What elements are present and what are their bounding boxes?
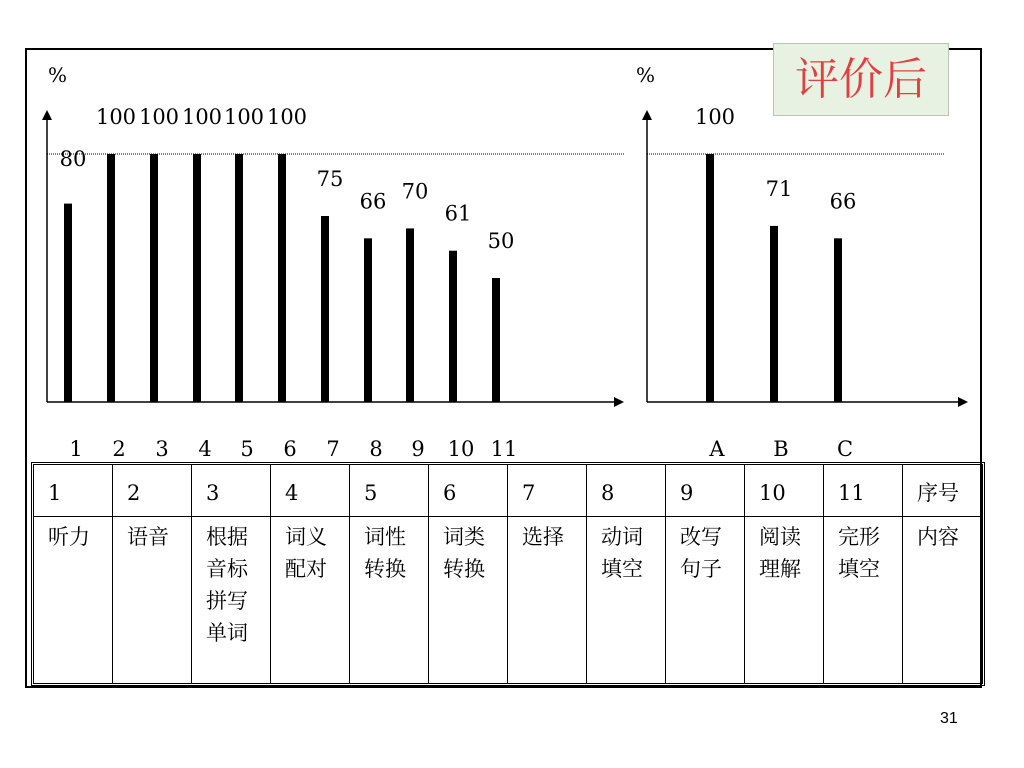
chart-1-value-label-10: 61 <box>444 201 472 226</box>
content-text-8: 动词 填空 <box>601 525 643 581</box>
chart-2-y-axis-arrow <box>642 110 652 120</box>
content-cell-4 <box>271 517 350 683</box>
chart-1-bar-6 <box>278 154 286 402</box>
content-text-11: 完形 填空 <box>838 525 880 581</box>
chart-1-bar-9 <box>406 228 414 402</box>
chart-2-bar-C <box>834 238 842 402</box>
chart-2-category-label-C: C <box>836 437 854 461</box>
chart-1-bar-3 <box>150 154 158 402</box>
chart-1-category-label-9: 9 <box>411 437 425 461</box>
chart-2-value-label-C: 66 <box>829 189 857 214</box>
content-cell-5 <box>350 517 429 683</box>
chart-1-category-label-2: 2 <box>112 437 126 461</box>
chart-1-value-label-11: 50 <box>487 229 515 253</box>
content-cell-8 <box>587 517 666 683</box>
chart-1-y-label: % <box>48 63 68 87</box>
content-cell-label <box>903 517 982 683</box>
content-cell-3 <box>192 517 271 683</box>
content-text-2: 语音 <box>127 525 169 549</box>
content-text-6: 词类 转换 <box>443 525 485 581</box>
content-cell-6 <box>429 517 508 683</box>
chart-1-category-label-11: 11 <box>490 437 518 461</box>
content-cell-11 <box>824 517 903 683</box>
chart-1-bar-7 <box>321 216 329 402</box>
content-table <box>31 462 985 686</box>
chart-1-bar-1 <box>64 204 72 402</box>
chart-1-y-axis-arrow <box>42 110 52 120</box>
chart-2-category-label-B: B <box>773 437 789 461</box>
chart-1-category-label-7: 7 <box>326 437 340 461</box>
chart-1-bar-4 <box>193 154 201 402</box>
chart-1-category-label-6: 6 <box>283 437 297 461</box>
chart-1-category-label-3: 3 <box>155 437 169 461</box>
chart-1-value-label-7: 75 <box>316 167 344 191</box>
chart-1-value-label-6: 100 <box>266 105 308 129</box>
header-cell-2: 2 <box>113 465 192 517</box>
chart-1-bar-11 <box>492 278 500 402</box>
header-cell-7: 7 <box>508 465 587 517</box>
content-text-1: 听力 <box>48 525 90 549</box>
chart-1-category-label-1: 1 <box>69 437 83 461</box>
header-cell-9: 9 <box>666 465 745 517</box>
chart-2-y-label: % <box>636 63 656 87</box>
table-header-row <box>34 465 982 517</box>
chart-1-bar-5 <box>235 154 243 402</box>
table-content-row <box>34 517 982 683</box>
chart-1-bar-8 <box>364 238 372 402</box>
chart-2-x-axis-arrow <box>958 397 968 407</box>
header-cell-label: 序号 <box>903 465 982 517</box>
chart-1-category-label-10: 10 <box>447 437 475 461</box>
content-text-7: 选择 <box>522 525 564 549</box>
chart-2-value-label-A: 100 <box>694 105 736 129</box>
page-number: 31 <box>940 710 958 727</box>
chart-1-value-label-8: 66 <box>359 189 387 214</box>
chart-2-value-label-B: 71 <box>765 176 793 201</box>
chart-1-value-label-4: 100 <box>181 105 223 129</box>
content-text-5: 词性 转换 <box>364 525 406 581</box>
content-cell-10 <box>745 517 824 683</box>
content-cell-7 <box>508 517 587 683</box>
header-cell-10: 10 <box>745 465 824 517</box>
chart-1-x-axis-arrow <box>614 397 624 407</box>
content-text-4: 词义 配对 <box>285 525 327 581</box>
content-text-10: 阅读 理解 <box>759 525 801 581</box>
header-cell-1: 1 <box>34 465 113 517</box>
chart-1-value-label-9: 70 <box>401 179 429 204</box>
chart-1-bar-2 <box>107 154 115 402</box>
content-cell-9 <box>666 517 745 683</box>
header-cell-8: 8 <box>587 465 666 517</box>
chart-1-value-label-2: 100 <box>95 105 137 129</box>
content-text-label: 内容 <box>917 525 959 549</box>
header-cell-4: 4 <box>271 465 350 517</box>
content-text-9: 改写 句子 <box>680 525 722 581</box>
chart-1-category-label-5: 5 <box>240 437 254 461</box>
chart-1-category-label-4: 4 <box>198 437 212 461</box>
content-cell-2 <box>113 517 192 683</box>
content-text-3: 根据 音标 拼写 单词 <box>206 525 248 645</box>
evaluation-badge: 评价后 <box>773 43 949 116</box>
chart-1-value-label-3: 100 <box>138 105 180 129</box>
content-cell-1 <box>34 517 113 683</box>
chart-2-bar-B <box>770 226 778 402</box>
chart-1-value-label-5: 100 <box>223 105 265 129</box>
chart-1-value-label-1: 80 <box>59 147 87 171</box>
header-cell-5: 5 <box>350 465 429 517</box>
chart-1-category-label-8: 8 <box>369 437 383 461</box>
chart-2-category-label-A: A <box>709 437 725 461</box>
header-cell-11: 11 <box>824 465 903 517</box>
chart-2-bar-A <box>706 154 714 402</box>
header-cell-3: 3 <box>192 465 271 517</box>
header-cell-6: 6 <box>429 465 508 517</box>
chart-1-bar-10 <box>449 251 457 402</box>
